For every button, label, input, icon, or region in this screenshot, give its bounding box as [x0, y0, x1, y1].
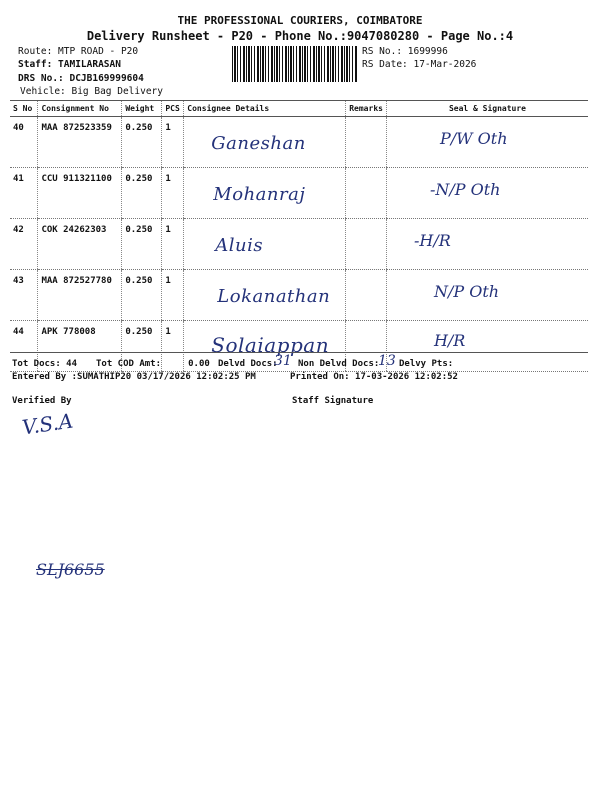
cell-consignment: COK 24262303: [38, 219, 122, 270]
table-row: [10, 219, 588, 270]
table-row: [10, 117, 588, 168]
seal-handwriting: P/W Oth: [439, 129, 508, 148]
delivery-points: Delvy Pts:: [399, 359, 454, 369]
col-seal: Seal & Signature: [386, 101, 588, 117]
consignee-handwriting: Aluis: [215, 235, 264, 256]
cell-consignment: MAA 872523359: [38, 117, 122, 168]
summary-divider: [10, 352, 588, 353]
drs-number: DRS No.: DCJB169999604: [18, 73, 144, 84]
consignee-handwriting: Ganeshan: [211, 133, 306, 154]
col-remarks: Remarks: [346, 101, 387, 117]
consignee-handwriting: Mohanraj: [213, 184, 306, 205]
barcode: [232, 46, 357, 82]
cell-weight: 0.250: [122, 270, 162, 321]
cell-pcs: 1: [162, 117, 184, 168]
verified-by-label: Verified By: [12, 396, 72, 406]
cell-remarks: [346, 117, 387, 168]
total-cod: Tot COD Amt: 0.00: [96, 359, 210, 369]
staff-signature-label: Staff Signature: [292, 396, 374, 406]
cell-sno: 43: [10, 270, 38, 321]
cell-remarks: [346, 168, 387, 219]
non-delivered-docs-label: Non Delvd Docs:: [298, 359, 380, 369]
cell-remarks: [346, 219, 387, 270]
entered-by: Entered By :SUMATHIP20 03/17/2026 12:02:25 PM: [12, 372, 256, 382]
non-delivered-docs-count: 13: [378, 353, 396, 369]
cell-weight: 0.250: [122, 168, 162, 219]
cell-weight: 0.250: [122, 117, 162, 168]
cell-remarks: [346, 270, 387, 321]
printed-on: Printed On: 17-03-2026 12:02:52: [290, 372, 458, 382]
company-name: THE PROFESSIONAL COURIERS, COIMBATORE: [177, 14, 423, 27]
vehicle: Vehicle: Big Bag Delivery: [20, 86, 163, 97]
cell-pcs: 1: [162, 321, 184, 372]
seal-handwriting: H/R: [433, 331, 466, 350]
total-docs: Tot Docs: 44: [12, 359, 78, 369]
rs-date: RS Date: 17-Mar-2026: [362, 59, 477, 70]
cell-pcs: 1: [162, 270, 184, 321]
cell-pcs: 1: [162, 168, 184, 219]
consignee-handwriting: Lokanathan: [217, 286, 331, 307]
staff: Staff: TAMILARASAN: [18, 59, 121, 70]
runsheet-table: [10, 100, 588, 372]
cell-sno: 40: [10, 117, 38, 168]
cell-pcs: 1: [162, 219, 184, 270]
col-sno: S No: [10, 101, 38, 117]
cell-consignment: MAA 872527780: [38, 270, 122, 321]
cell-weight: 0.250: [122, 321, 162, 372]
cell-weight: 0.250: [122, 219, 162, 270]
consignee-handwriting: Solaiappan: [211, 333, 330, 357]
col-consignment: Consignment No: [38, 101, 122, 117]
rs-number: RS No.: 1699996: [362, 46, 448, 57]
runsheet-title: Delivery Runsheet - P20 - Phone No.:9047080280 - Page No.:4: [86, 29, 514, 43]
cell-sno: 42: [10, 219, 38, 270]
cell-consignment: APK 778008: [38, 321, 122, 372]
seal-handwriting: -N/P Oth: [429, 180, 501, 199]
table-row: [10, 270, 588, 321]
cell-consignment: CCU 911321100: [38, 168, 122, 219]
col-weight: Weight: [122, 101, 162, 117]
table-header-row: [10, 101, 588, 117]
delivered-docs-label: Delvd Docs:: [218, 359, 278, 369]
seal-handwriting: -H/R: [413, 231, 451, 250]
cell-sno: 41: [10, 168, 38, 219]
bottom-scribble: SLJ6655: [36, 560, 105, 579]
route: Route: MTP ROAD - P20: [18, 46, 139, 57]
col-consignee: Consignee Details: [184, 101, 346, 117]
cell-sno: 44: [10, 321, 38, 372]
table-row: [10, 168, 588, 219]
delivered-docs-count: 31: [274, 353, 292, 369]
verified-signature: V.S.A: [20, 408, 75, 440]
seal-handwriting: N/P Oth: [433, 282, 500, 301]
col-pcs: PCS: [162, 101, 184, 117]
